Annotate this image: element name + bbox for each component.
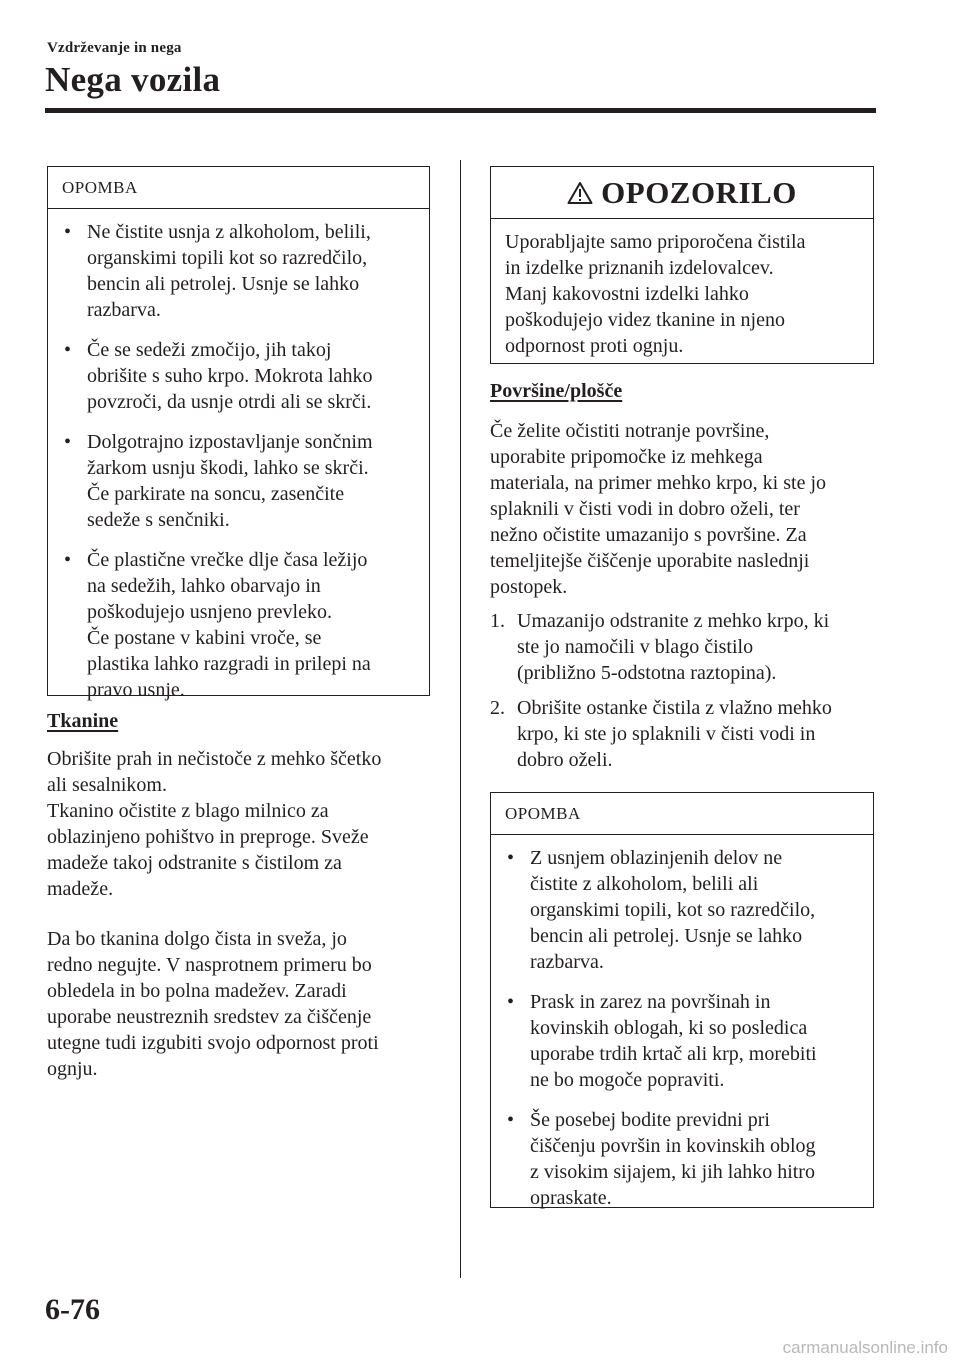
step-text: Obrišite ostanke čistila z vlažno mehko krpo, ki ste jo splaknili v čisti vodi in dobro oželi.	[517, 697, 832, 771]
bullet-icon: •	[507, 991, 515, 1013]
bullet-icon: •	[507, 1109, 515, 1131]
note-box-right	[490, 792, 874, 1208]
note-item-text: Prask in zarez na površinah in kovinskih oblogah, ki so posledica uporabe trdih krtač ali krp, morebiti ne bo mogoče popraviti.	[530, 991, 817, 1091]
note-list	[491, 835, 873, 1221]
warning-text: Uporabljajte samo priporočena čistila in izdelke priznanih izdelovalcev. Manj kakovostni izdelki lahko poškodujejo videz tkanine in njeno odpornost proti ognju.	[505, 231, 806, 357]
note-item	[62, 219, 419, 323]
watermark: carmanualsonline.info	[782, 1338, 948, 1357]
fabrics-paragraph-1: Obrišite prah in nečistoče z mehko ščetko ali sesalnikom. Tkanino očistite z blago milnico za oblazinjeno pohištvo in preproge. Sveže madeže takoj odstranite s čistilom za madeže.	[47, 748, 382, 900]
note-label: OPOMBA	[491, 793, 873, 835]
step-text: Umazanijo odstranite z mehko krpo, ki ste jo namočili v blago čistilo (približno 5-odstotna raztopina).	[517, 610, 830, 684]
step-item	[490, 608, 895, 686]
note-item-text: Dolgotrajno izpostavljanje sončnim žarkom usnju škodi, lahko se skrči. Če parkirate na soncu, zasenčite sedeže s senčniki.	[87, 431, 373, 531]
note-item	[62, 547, 419, 703]
step-number: 1.	[490, 610, 505, 632]
note-item	[505, 989, 863, 1093]
bullet-icon: •	[64, 431, 72, 453]
fabrics-heading: Tkanine	[47, 710, 119, 732]
note-box-left	[47, 166, 430, 701]
bullet-icon: •	[64, 339, 72, 361]
note-item-text: Z usnjem oblazinjenih delov ne čistite z alkoholom, belili ali organskimi topili, kot so razredčilo, bencin ali petrolej. Usnje se lahko razbarva.	[530, 847, 816, 973]
header-rule	[45, 108, 876, 113]
warning-header	[491, 167, 873, 219]
bullet-icon: •	[507, 847, 515, 869]
note-item-text: Če se sedeži zmočijo, jih takoj obrišite s suho krpo. Mokrota lahko povzroči, da usnje otrdi ali se skrči.	[87, 339, 373, 413]
surfaces-intro: Če želite očistiti notranje površine, uporabite pripomočke iz mehkega materiala, na primer mehko krpo, ki ste jo splaknili v čisti vodi in dobro oželi, ter nežno očistite umazanijo s površine. Za temeljitejše čiščenje uporabite naslednji postopek.	[490, 420, 827, 598]
bullet-icon: •	[64, 221, 72, 243]
fabrics-paragraph-2: Da bo tkanina dolgo čista in sveža, jo redno negujte. V nasprotnem primeru bo obledela in bo polna madežev. Zaradi uporabe neustreznih sredstev za čiščenje utegne tudi izgubiti svojo odpornost proti ognju.	[47, 928, 379, 1080]
surfaces-heading: Površine/plošče	[490, 380, 623, 402]
bullet-icon: •	[64, 549, 72, 571]
page-number: 6-76	[45, 1293, 100, 1326]
section-label: Vzdrževanje in nega	[47, 40, 182, 56]
step-item	[490, 695, 895, 773]
note-item-text: Če plastične vrečke dlje časa ležijo na sedežih, lahko obarvajo in poškodujejo usnjeno prevleko. Če postane v kabini vroče, se plastika lahko razgradi in prilepi na pravo usnje.	[87, 549, 371, 701]
note-item	[505, 1107, 863, 1211]
note-item	[505, 845, 863, 975]
note-item	[62, 337, 419, 415]
note-item-text: Še posebej bodite previdni pri čiščenju površin in kovinskih oblog z visokim sijajem, ki jih lahko hitro opraskate.	[530, 1109, 816, 1209]
note-item-text: Ne čistite usnja z alkoholom, belili, organskimi topili kot so razredčilo, bencin ali petrolej. Usnje se lahko razbarva.	[87, 221, 371, 321]
column-divider	[460, 160, 461, 1278]
warning-triangle-icon	[567, 181, 593, 205]
warning-box	[490, 166, 874, 364]
note-list	[48, 209, 429, 713]
warning-title: OPOZORILO	[601, 174, 797, 210]
step-number: 2.	[490, 697, 505, 719]
note-label: OPOMBA	[48, 167, 429, 209]
steps-list	[490, 608, 895, 782]
note-item	[62, 429, 419, 533]
page-title: Nega vozila	[45, 60, 221, 99]
